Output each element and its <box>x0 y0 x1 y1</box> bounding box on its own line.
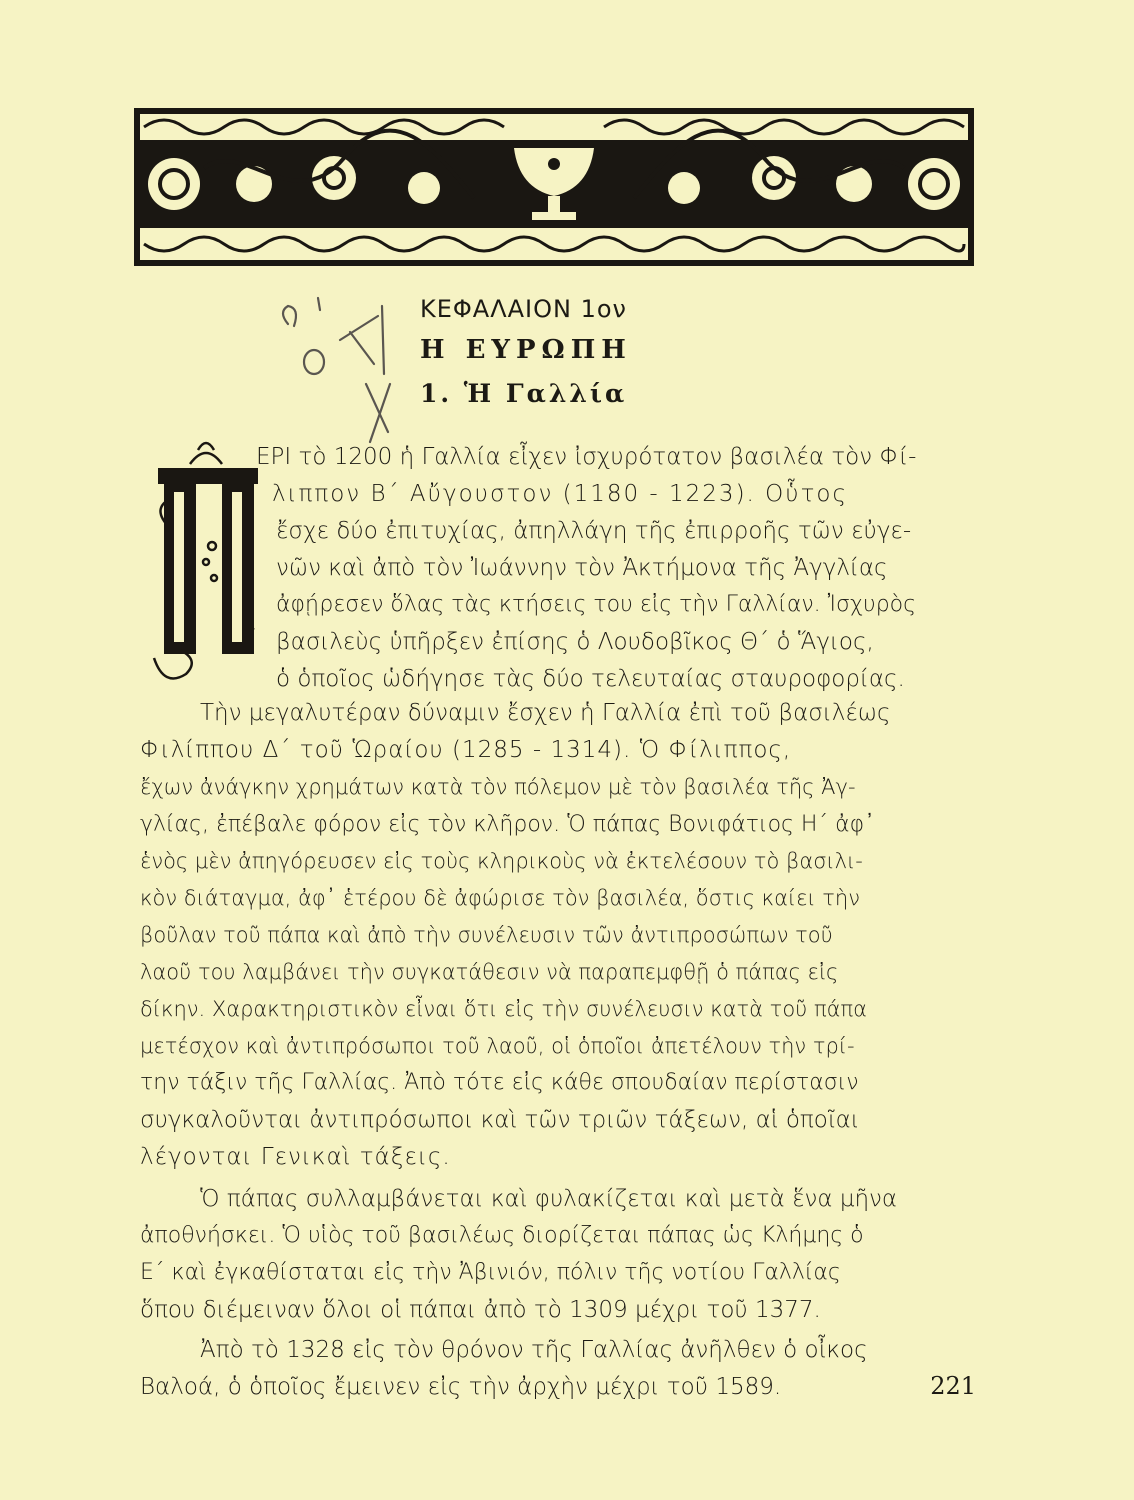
text-line: λαοῦ του λαμβάνει τὴν συγκατάθεσιν νὰ παραπεμφθῇ ὁ πάπας εἰς <box>140 960 839 984</box>
text-line: Ἀπὸ τὸ 1328 εἰς τὸν θρόνον τῆς Γαλλίας ἀνῆλθεν ὁ οἶκος <box>200 1337 868 1363</box>
text-line: ΕΡΙ τὸ 1200 ἡ Γαλλία εἶχεν ἰσχυρότατον βασιλέα τὸν Φί- <box>256 444 917 470</box>
text-line: γλίας, ἐπέβαλε φόρον εἰς τὸν κλῆρον. Ὁ πάπας Βονιφάτιος Η΄ ἀφ᾽ <box>140 812 876 837</box>
text-line: Ὁ πάπας συλλαμβάνεται καὶ φυλακίζεται καὶ μετὰ ἕνα μῆνα <box>200 1186 898 1212</box>
text-line: Βαλοά, ὁ ὁποῖος ἔμεινεν εἰς τὴν ἀρχὴν μέχρι τοῦ 1589. <box>140 1374 782 1400</box>
text-line: μετέσχον καὶ ἀντιπρόσωποι τοῦ λαοῦ, οἱ ὁποῖοι ἀπετέλουν τὴν τρί- <box>140 1034 855 1058</box>
text-line: ἀποθνήσκει. Ὁ υἱὸς τοῦ βασιλέως διορίζεται πάπας ὡς Κλήμης ὁ <box>140 1223 864 1248</box>
ornamental-banner <box>134 108 974 266</box>
text-line: ὁ ὁποῖος ὡδήγησε τὰς δύο τελευταίας σταυροφορίας. <box>276 666 905 692</box>
text-line: ἔσχε δύο ἐπιτυχίας, ἀπηλλάγη τῆς ἐπιρροῆς τῶν εὐγε- <box>276 518 912 544</box>
text-line: ὅπου διέμειναν ὅλοι οἱ πάπαι ἀπὸ τὸ 1309 μέχρι τοῦ 1377. <box>140 1297 821 1323</box>
chapter-heading <box>420 290 940 416</box>
text-line: κὸν διάταγμα, ἀφ᾽ ἑτέρου δὲ ἀφώρισε τὸν βασιλέα, ὅστις καίει τὴν <box>140 886 860 910</box>
text-line: ἑνὸς μὲν ἀπηγόρευσεν εἰς τοὺς κληρικοὺς νὰ ἐκτελέσουν τὸ βασιλι- <box>140 849 863 873</box>
chapter-label: ΚΕΦΑΛΑΙΟΝ 1ον <box>420 295 627 323</box>
text-line: ἔχων ἀνάγκην χρημάτων κατὰ τὸν πόλεμον μὲ τὸν βασιλέα τῆς Ἀγ- <box>140 775 856 799</box>
handwritten-annotation <box>270 292 420 452</box>
text-line: βοῦλαν τοῦ πάπα καὶ ἀπὸ τὴν συνέλευσιν τῶν ἀντιπροσώπων τοῦ <box>140 923 833 947</box>
text-line: την τάξιν τῆς Γαλλίας. Ἀπὸ τότε εἰς κάθε σπουδαίαν περίστασιν <box>140 1070 859 1095</box>
text-line: λέγονται Γενικαὶ τάξεις. <box>140 1144 451 1170</box>
text-line: δίκην. Χαρακτηριστικὸν εἶναι ὅτι εἰς τὴν συνέλευσιν κατὰ τοῦ πάπα <box>140 997 867 1021</box>
subsection-title: 1. Ἡ Γαλλία <box>420 379 628 408</box>
text-line: Τὴν μεγαλυτέραν δύναμιν ἔσχεν ἡ Γαλλία ἐπὶ τοῦ βασιλέως <box>200 700 891 726</box>
text-line: λιππον Β΄ Αὔγουστον (1180 - 1223). Οὗτος <box>272 481 848 507</box>
page-number: 221 <box>930 1372 976 1400</box>
drop-capital <box>150 438 262 690</box>
text-line: βασιλεὺς ὑπῆρξεν ἐπίσης ὁ Λουδοβῖκος Θ΄ ὁ Ἅγιος, <box>276 629 874 655</box>
text-line: ἀφῄρεσεν ὅλας τὰς κτήσεις του εἰς τὴν Γαλλίαν. Ἰσχυρὸς <box>276 592 917 617</box>
text-line: Φιλίππου Δ΄ τοῦ Ὡραίου (1285 - 1314). Ὁ Φίλιππος, <box>140 737 792 763</box>
text-line: νῶν καὶ ἀπὸ τὸν Ἰωάννην τὸν Ἀκτήμονα τῆς Ἀγγλίας <box>276 555 888 581</box>
text-line: Ε΄ καὶ ἐγκαθίσταται εἰς τὴν Ἀβινιόν, πόλιν τῆς νοτίου Γαλλίας <box>140 1260 841 1285</box>
section-title: Η ΕΥΡΩΠΗ <box>420 335 632 365</box>
text-line: συγκαλοῦνται ἀντιπρόσωποι καὶ τῶν τριῶν τάξεων, αἱ ὁποῖαι <box>140 1107 860 1133</box>
